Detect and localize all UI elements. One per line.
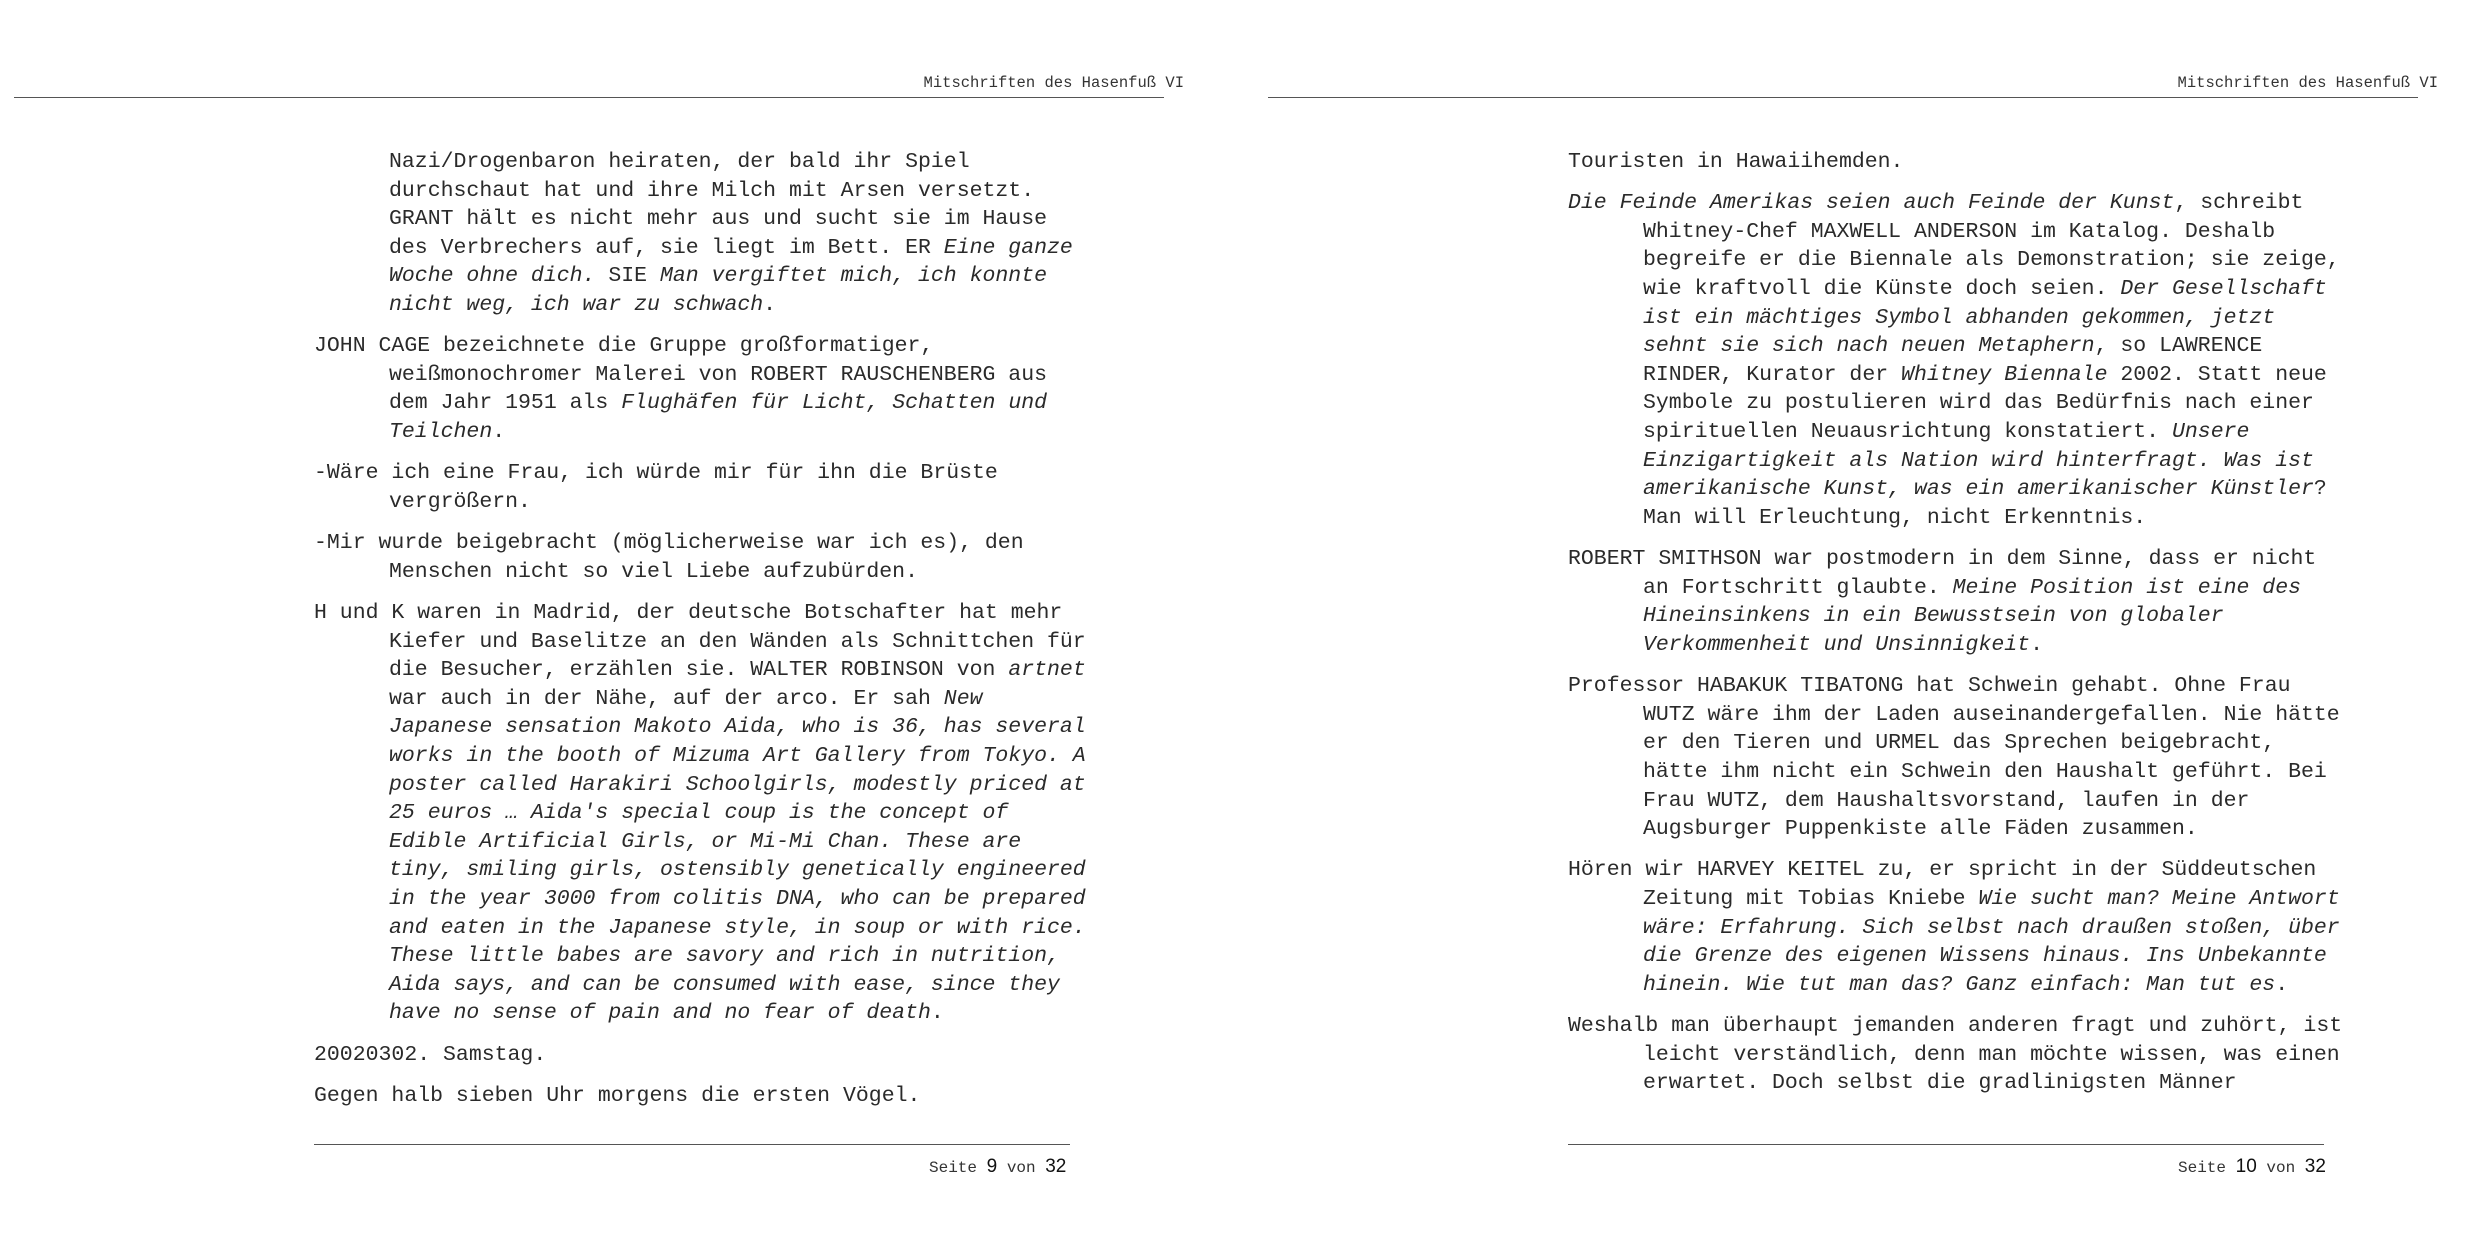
text-run: -Wäre ich eine Frau, ich würde mir für ihn die Brüste vergrößern. — [314, 461, 998, 514]
text-run: . — [2275, 972, 2289, 997]
paragraph — [1568, 148, 2348, 177]
footer-rule — [1568, 1144, 2324, 1145]
text-run: SIE — [595, 264, 660, 289]
footer-von: von — [2266, 1159, 2296, 1177]
italic-text: Man vergiftet mich, ich konnte nicht weg, ich war zu schwach — [389, 264, 1048, 317]
header-rule — [1268, 97, 2418, 98]
footer-rule — [314, 1144, 1070, 1145]
italic-text: artnet — [1008, 658, 1086, 683]
page-footer — [929, 1156, 1066, 1178]
page-footer — [2178, 1156, 2326, 1178]
text-run: Weshalb man überhaupt jemanden anderen fragt und zuhört, ist leicht verständlich, denn man möchte wissen, was einen erwartet. Doch selbst die gradlinigsten Männer — [1568, 1014, 2343, 1096]
body-text — [1568, 148, 2348, 1111]
running-header: Mitschriften des Hasenfuß VI — [923, 74, 1184, 92]
text-run: -Mir wurde beigebracht (möglicherweise war ich es), den Menschen nicht so viel Liebe aufzubürden. — [314, 531, 1024, 584]
italic-text: Wie sucht man? Meine Antwort wäre: Erfahrung. Sich selbst nach draußen stoßen, über die Grenze des eigenen Wissens hinaus. Ins Unbekannte hinein. Wie tut man das? Ganz einfach: Man tut es — [1643, 887, 2340, 997]
text-run: , so LAWRENCE RINDER, Kurator der — [1643, 334, 2263, 387]
paragraph — [314, 1082, 1094, 1111]
text-run: Gegen halb sieben Uhr morgens die ersten Vögel. — [314, 1083, 921, 1108]
footer-page-number: 9 — [986, 1156, 998, 1177]
paragraph — [314, 599, 1094, 1028]
text-run: 2002. Statt neue Symbole zu postulieren wird das Bedürfnis nach einer spirituellen Neuausrichtung konstatiert. — [1643, 362, 2327, 445]
header-rule — [14, 97, 1164, 98]
text-run: ROBERT SMITHSON war postmodern in dem Sinne, dass er nicht an Fortschritt glaubte. — [1568, 547, 2317, 600]
text-run: . — [2030, 632, 2043, 657]
paragraph — [314, 529, 1094, 586]
footer-page-total: 32 — [1045, 1156, 1067, 1177]
text-run: Professor HABAKUK TIBATONG hat Schwein gehabt. Ohne Frau WUTZ wäre ihm der Laden auseinandergefallen. Nie hätte er den Tieren und URMEL das Sprechen beigebracht, hätte ihm nicht ein Schwein den Haushalt geführt. Bei Frau WUTZ, dem Haushaltsvorstand, laufen in der Augsburger Puppenkiste alle Fäden zusammen. — [1568, 674, 2340, 842]
paragraph — [314, 459, 1094, 516]
paragraph — [1568, 856, 2348, 999]
italic-text: Flughäfen für Licht, Schatten und Teilchen — [389, 391, 1048, 445]
paragraph — [1568, 189, 2348, 532]
page-left — [14, 0, 1184, 1240]
footer-page-total: 32 — [2304, 1156, 2326, 1177]
paragraph — [314, 332, 1094, 446]
italic-text: Meine Position ist eine des Hineinsinkens in ein Bewusstsein von globaler Verkommenheit und Unsinnigkeit — [1643, 575, 2302, 657]
italic-text: Eine ganze Woche ohne dich. — [389, 235, 1073, 289]
text-run: . — [763, 292, 777, 317]
italic-text: Unsere Einzigartigkeit als Nation wird hinterfragt. Was ist amerikanische Kunst, was ein amerikanischer Künstler — [1643, 420, 2314, 502]
text-run: Nazi/Drogenbaron heiraten, der bald ihr Spiel durchschaut hat und ihre Milch mit Arsen versetzt. GRANT hält es nicht mehr aus und sucht sie im Hause des Verbrechers auf, sie liegt im Bett. ER — [389, 150, 1048, 260]
text-run: . — [930, 1001, 944, 1026]
italic-text: Die Feinde Amerikas seien auch Feinde der Kunst — [1568, 191, 2175, 216]
italic-text: New Japanese sensation Makoto Aida, who is 36, has several works in the booth of Mizuma Art Gallery from Tokyo. A poster called Harakiri Schoolgirls, modestly priced at 25 euros … Aida's special coup is the concept of Edible Artificial Girls, or Mi-Mi Chan. These are tiny, smiling girls, ostensibly genetically engineered in the year 3000 from colitis DNA, who can be prepared and eaten in the Japanese style, in soup or with rice. These little babes are savory and rich in nutrition, Aida says, and can be consumed with ease, since they have no sense of pain and no fear of death — [389, 686, 1086, 1026]
footer-von: von — [1006, 1159, 1036, 1177]
paragraph — [1568, 1012, 2348, 1098]
paragraph — [1568, 672, 2348, 844]
footer-page-number: 10 — [2235, 1156, 2257, 1177]
footer-seite: Seite — [2178, 1159, 2227, 1177]
page-right — [1268, 0, 2438, 1240]
italic-text: Whitney Biennale — [1901, 362, 2108, 387]
italic-text: Der Gesellschaft ist ein mächtiges Symbol abhanden gekommen, jetzt sehnt sie sich nach neuen Metaphern — [1643, 277, 2327, 359]
paragraph — [1568, 545, 2348, 659]
text-run: H und K waren in Madrid, der deutsche Botschafter hat mehr Kiefer und Baselitze an den Wänden als Schnittchen für die Besucher, erzählen sie. WALTER ROBINSON von — [314, 601, 1086, 683]
text-run: war auch in der Nähe, auf der arco. Er sah — [389, 686, 944, 711]
footer-seite: Seite — [929, 1159, 978, 1177]
paragraph — [314, 148, 1094, 320]
text-run: ? Man will Erleuchtung, nicht Erkenntnis. — [1643, 477, 2327, 530]
body-text — [314, 148, 1094, 1123]
text-run: . — [492, 420, 506, 445]
text-run: Hören wir HARVEY KEITEL zu, er spricht in der Süddeutschen Zeitung mit Tobias Kniebe — [1568, 858, 2317, 911]
running-header: Mitschriften des Hasenfuß VI — [2177, 74, 2438, 92]
text-run: JOHN CAGE bezeichnete die Gruppe großformatiger, weißmonochromer Malerei von ROBERT RAUSCHENBERG aus dem Jahr 1951 als — [314, 334, 1048, 416]
text-run: , schreibt Whitney-Chef MAXWELL ANDERSON im Katalog. Deshalb begreife er die Biennale als Demonstration; sie zeige, wie kraftvoll die Künste doch seien. — [1643, 191, 2340, 302]
text-run: 20020302. Samstag. — [314, 1042, 547, 1067]
text-run: Touristen in Hawaiihemden. — [1568, 150, 1904, 174]
paragraph — [314, 1041, 1094, 1070]
